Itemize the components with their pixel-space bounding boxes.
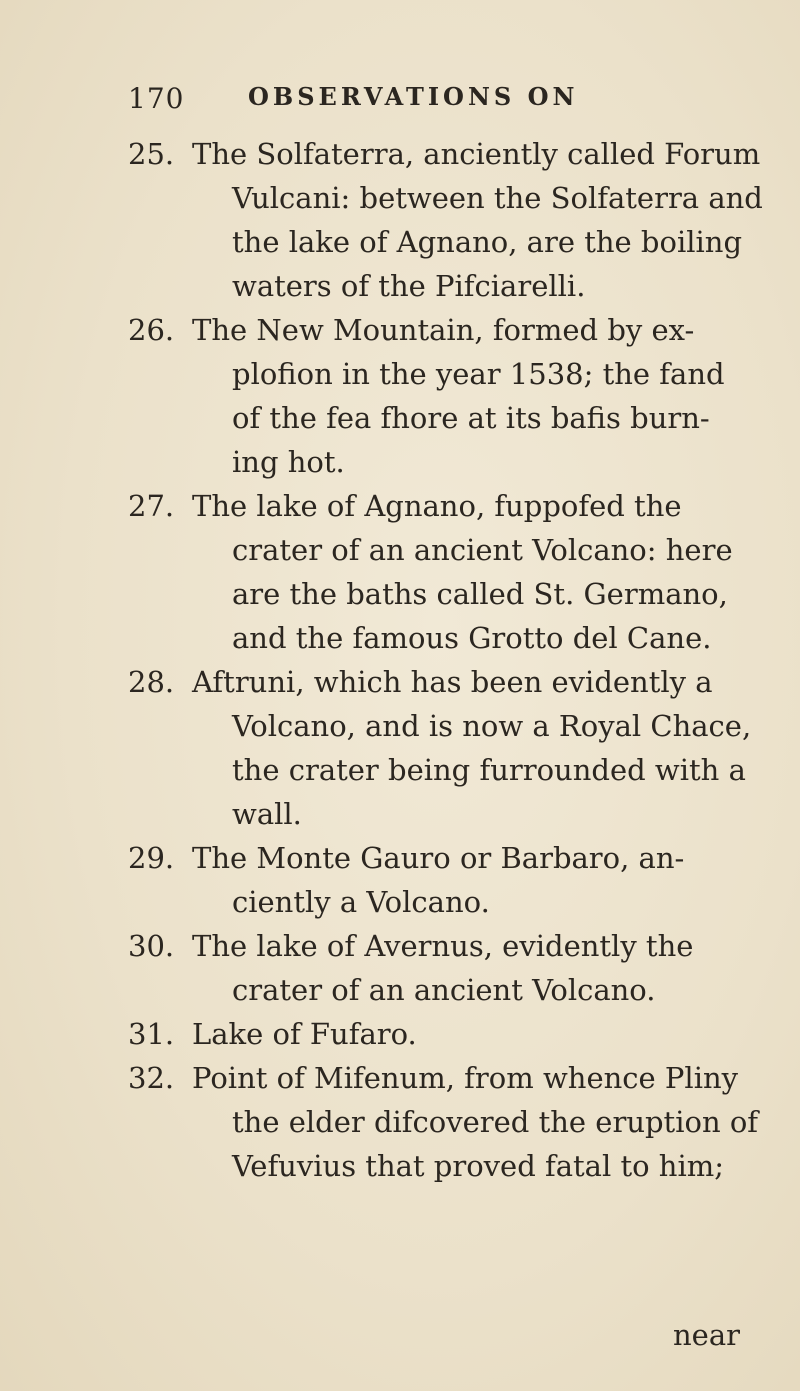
- entry-number: 27.: [128, 489, 175, 523]
- text-line: plofion in the year 1538; the fand: [232, 357, 725, 391]
- entry-number: 26.: [128, 313, 175, 347]
- entry-number: 32.: [128, 1061, 175, 1095]
- entry-number: 25.: [128, 137, 175, 171]
- entry-number: 31.: [128, 1017, 175, 1051]
- entry-text: [192, 924, 768, 1012]
- list-item: [128, 1056, 768, 1188]
- text-line: The Monte Gauro or Barbaro, an-: [192, 841, 685, 875]
- entry-text: [192, 836, 768, 924]
- text-line: The New Mountain, formed by ex-: [192, 313, 695, 347]
- text-line: the elder difcovered the eruption of: [232, 1105, 759, 1139]
- page-number: 170: [128, 82, 185, 115]
- text-line: the crater being furrounded with a: [232, 753, 746, 787]
- text-line: ciently a Volcano.: [232, 885, 490, 919]
- text-line: The lake of Agnano, fuppofed the: [192, 489, 682, 523]
- list-item: [128, 308, 768, 484]
- text-line: The lake of Avernus, evidently the: [192, 929, 694, 963]
- entry-list: [128, 132, 768, 1188]
- entry-number: 30.: [128, 929, 175, 963]
- running-head: [128, 82, 768, 122]
- text-line: waters of the Pifciarelli.: [232, 269, 586, 303]
- list-item: [128, 484, 768, 660]
- text-line: Vulcani: between the Solfaterra and: [232, 181, 763, 215]
- text-line: the lake of Agnano, are the boiling: [232, 225, 743, 259]
- text-line: The Solfaterra, anciently called Forum: [192, 137, 761, 171]
- list-item: [128, 132, 768, 308]
- list-item: [128, 924, 768, 1012]
- text-line: ing hot.: [232, 445, 345, 479]
- entry-number: 29.: [128, 841, 175, 875]
- text-line: wall.: [232, 797, 302, 831]
- text-line: Point of Mifenum, from whence Pliny: [192, 1061, 739, 1095]
- list-item: [128, 660, 768, 836]
- text-line: Vefuvius that proved fatal to him;: [232, 1149, 725, 1183]
- entry-text: [192, 132, 768, 308]
- text-line: and the famous Grotto del Cane.: [232, 621, 712, 655]
- entry-text: [192, 660, 768, 836]
- text-line: are the baths called St. Germano,: [232, 577, 728, 611]
- text-line: Volcano, and is now a Royal Chace,: [232, 709, 752, 743]
- entry-text: [192, 1056, 768, 1188]
- catchword: near: [673, 1318, 740, 1352]
- list-item: [128, 836, 768, 924]
- text-line: of the fea fhore at its bafis burn-: [232, 401, 710, 435]
- text-line: Lake of Fufaro.: [192, 1017, 417, 1051]
- list-item: [128, 1012, 768, 1056]
- entry-text: [192, 1012, 768, 1056]
- text-line: crater of an ancient Volcano: here: [232, 533, 733, 567]
- running-title: OBSERVATIONS ON: [248, 82, 579, 111]
- text-line: crater of an ancient Volcano.: [232, 973, 656, 1007]
- entry-text: [192, 484, 768, 660]
- entry-text: [192, 308, 768, 484]
- entry-number: 28.: [128, 665, 175, 699]
- text-line: Aftruni, which has been evidently a: [192, 665, 713, 699]
